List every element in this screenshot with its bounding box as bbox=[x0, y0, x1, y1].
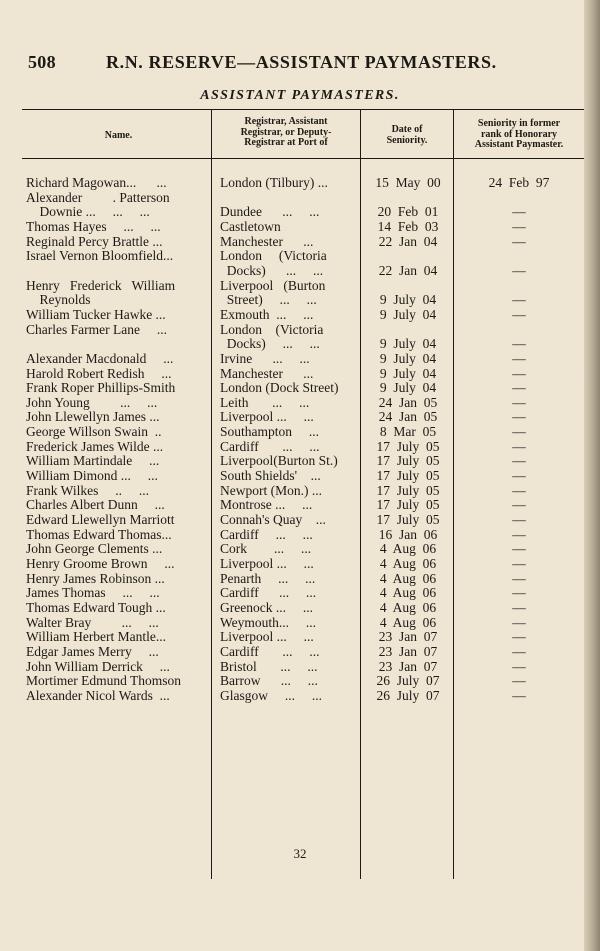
date-cell: 24 Jan 05 bbox=[378, 409, 438, 425]
name-cell: Harold Robert Redish ... bbox=[26, 365, 172, 381]
seniority-cell: 24 Feb 97 bbox=[488, 175, 550, 190]
date-cell: 23 Jan 07 bbox=[378, 629, 438, 645]
seniority-cell: — bbox=[512, 599, 526, 615]
seniority-cell: — bbox=[512, 350, 526, 366]
seniority-cell: — bbox=[512, 482, 526, 498]
name-cell: Henry James Robinson ... bbox=[26, 570, 165, 586]
registrar-cell: Docks) ... ... bbox=[220, 336, 320, 352]
name-cell: Frank Roper Phillips-Smith bbox=[26, 380, 176, 396]
name-cell: Alexander Macdonald ... bbox=[26, 350, 174, 366]
table-row bbox=[0, 439, 600, 454]
name-cell: Charles Farmer Lane ... bbox=[26, 321, 167, 337]
signature-number: 32 bbox=[293, 846, 307, 861]
registrar-cell: Southampton ... bbox=[220, 424, 320, 440]
seniority-cell: — bbox=[512, 204, 526, 220]
table-row bbox=[0, 380, 600, 395]
date-cell: 15 May 00 bbox=[375, 175, 441, 190]
name-cell: Richard Magowan... ... bbox=[26, 175, 167, 190]
name-cell: George Willson Swain .. bbox=[26, 424, 162, 440]
column-header-registrar-line: Registrar, Assistant bbox=[244, 116, 328, 127]
table-row bbox=[0, 527, 600, 542]
section-title: ASSISTANT PAYMASTERS. bbox=[200, 88, 400, 103]
date-cell: 9 July 04 bbox=[379, 292, 437, 308]
column-header-seniority-line: Assistant Paymaster. bbox=[474, 139, 564, 150]
table-row bbox=[0, 512, 600, 527]
name-cell: James Thomas ... ... bbox=[26, 585, 160, 601]
table-row bbox=[0, 615, 600, 630]
registrar-cell: Street) ... ... bbox=[220, 292, 317, 308]
name-cell: Thomas Hayes ... ... bbox=[26, 218, 161, 234]
registrar-cell: London (Tilbury) ... bbox=[220, 175, 328, 190]
table-row bbox=[0, 395, 600, 410]
column-header-seniority bbox=[454, 119, 584, 151]
table-row bbox=[0, 248, 600, 263]
seniority-cell: — bbox=[512, 424, 526, 440]
column-header-registrar bbox=[212, 117, 360, 149]
name-cell: John Young ... ... bbox=[26, 394, 158, 410]
seniority-cell: — bbox=[512, 453, 526, 469]
registrar-cell: Manchester ... bbox=[220, 365, 314, 381]
name-cell: John Llewellyn James ... bbox=[26, 409, 160, 425]
name-cell: Frank Wilkes .. ... bbox=[26, 482, 149, 498]
table-row bbox=[0, 409, 600, 424]
registrar-cell: Cork ... ... bbox=[220, 541, 312, 557]
table-row bbox=[0, 351, 600, 366]
table-row bbox=[0, 204, 600, 219]
table-row bbox=[0, 234, 600, 249]
table-row bbox=[0, 541, 600, 556]
registrar-cell: Liverpool(Burton St.) bbox=[220, 453, 338, 469]
registrar-cell: Manchester ... bbox=[220, 233, 314, 249]
registrar-cell: London (Victoria bbox=[220, 321, 324, 337]
seniority-cell: — bbox=[512, 629, 526, 645]
registrar-cell: Leith ... ... bbox=[220, 394, 310, 410]
table-row bbox=[0, 468, 600, 483]
registrar-cell: Barrow ... ... bbox=[220, 673, 318, 689]
table-row bbox=[0, 644, 600, 659]
registrar-cell: Cardiff ... ... bbox=[220, 585, 317, 601]
registrar-cell: Liverpool ... ... bbox=[220, 555, 314, 571]
seniority-cell: — bbox=[512, 643, 526, 659]
registrar-cell: Glasgow ... ... bbox=[220, 687, 322, 703]
date-cell: 9 July 04 bbox=[379, 380, 437, 396]
name-cell: Downie ... ... ... bbox=[26, 204, 150, 220]
table-row bbox=[0, 688, 600, 703]
date-cell: 4 Aug 06 bbox=[379, 599, 437, 615]
date-cell: 17 July 05 bbox=[376, 453, 440, 469]
seniority-cell: — bbox=[512, 541, 526, 557]
date-cell: 4 Aug 06 bbox=[379, 555, 437, 571]
name-cell: Edward Llewellyn Marriott bbox=[26, 511, 175, 527]
seniority-cell: — bbox=[512, 497, 526, 513]
registrar-cell: Cardiff ... ... bbox=[220, 438, 320, 454]
table-row bbox=[0, 366, 600, 381]
registrar-cell: London (Dock Street) bbox=[220, 380, 339, 396]
column-header-date-line: Date of bbox=[391, 124, 423, 135]
table-row bbox=[0, 556, 600, 571]
seniority-cell: — bbox=[512, 365, 526, 381]
date-cell: 4 Aug 06 bbox=[379, 541, 437, 557]
date-cell: 4 Aug 06 bbox=[379, 570, 437, 586]
registrar-cell: Cardiff ... ... bbox=[220, 526, 313, 542]
date-cell: 17 July 05 bbox=[376, 438, 440, 454]
date-cell: 14 Feb 03 bbox=[377, 218, 439, 234]
date-cell: 17 July 05 bbox=[376, 482, 440, 498]
table-row bbox=[0, 190, 600, 205]
seniority-cell: — bbox=[512, 658, 526, 674]
registrar-cell: Bristol ... ... bbox=[220, 658, 318, 674]
column-header-name: Name. bbox=[104, 130, 133, 141]
name-cell: Walter Bray ... ... bbox=[26, 614, 159, 630]
name-cell: William Tucker Hawke ... bbox=[26, 306, 166, 322]
registrar-cell: Liverpool ... ... bbox=[220, 409, 314, 425]
seniority-cell: — bbox=[512, 306, 526, 322]
registrar-cell: Dundee ... ... bbox=[220, 204, 320, 220]
table-row bbox=[0, 585, 600, 600]
date-cell: 4 Aug 06 bbox=[379, 614, 437, 630]
name-cell: William Dimond ... ... bbox=[26, 468, 158, 483]
name-cell: Reynolds bbox=[26, 292, 91, 308]
table-row bbox=[0, 497, 600, 512]
date-cell: 9 July 04 bbox=[379, 306, 437, 322]
registrar-cell: Greenock ... ... bbox=[220, 599, 313, 615]
table-row bbox=[0, 483, 600, 498]
seniority-cell: — bbox=[512, 409, 526, 425]
registrar-cell: Connah's Quay ... bbox=[220, 511, 326, 527]
table-row bbox=[0, 571, 600, 586]
name-cell: Henry Frederick William bbox=[26, 277, 176, 293]
table-row bbox=[0, 629, 600, 644]
name-cell: John George Clements ... bbox=[26, 541, 163, 557]
seniority-cell: — bbox=[512, 262, 526, 278]
date-cell: 17 July 05 bbox=[376, 511, 440, 527]
table-row bbox=[0, 424, 600, 439]
seniority-cell: — bbox=[512, 292, 526, 308]
name-cell: John William Derrick ... bbox=[26, 658, 170, 674]
seniority-cell: — bbox=[512, 394, 526, 410]
seniority-cell: — bbox=[512, 570, 526, 586]
name-cell: Alexander Nicol Wards ... bbox=[26, 687, 170, 703]
date-cell: 22 Jan 04 bbox=[378, 233, 438, 249]
registrar-cell: Docks) ... ... bbox=[220, 262, 324, 278]
date-cell: 9 July 04 bbox=[379, 350, 437, 366]
date-cell: 17 July 05 bbox=[376, 468, 440, 483]
name-cell: Thomas Edward Tough ... bbox=[26, 599, 166, 615]
seniority-cell: — bbox=[512, 468, 526, 483]
registrar-cell: Weymouth... ... bbox=[220, 614, 317, 630]
registrar-cell: South Shields' ... bbox=[220, 468, 321, 483]
table-row bbox=[0, 219, 600, 234]
name-cell: Frederick James Wilde ... bbox=[26, 438, 164, 454]
date-cell: 16 Jan 06 bbox=[378, 526, 438, 542]
date-cell: 23 Jan 07 bbox=[378, 643, 438, 659]
table-row bbox=[0, 263, 600, 278]
table-row bbox=[0, 453, 600, 468]
table-row bbox=[0, 278, 600, 293]
registrar-cell: Liverpool (Burton bbox=[220, 277, 326, 293]
table-row bbox=[0, 600, 600, 615]
name-cell: Henry Groome Brown ... bbox=[26, 555, 175, 571]
column-header-seniority-line: rank of Honorary bbox=[480, 128, 558, 140]
date-cell: 9 July 04 bbox=[379, 336, 437, 352]
name-cell: Alexander . Patterson bbox=[26, 189, 170, 205]
date-cell: 26 July 07 bbox=[376, 687, 440, 703]
seniority-cell: — bbox=[512, 526, 526, 542]
name-cell: William Herbert Mantle... bbox=[26, 629, 167, 645]
date-cell: 23 Jan 07 bbox=[378, 658, 438, 674]
registrar-cell: London (Victoria bbox=[220, 248, 327, 264]
registrar-cell: Irvine ... ... bbox=[220, 350, 310, 366]
date-cell: 26 July 07 bbox=[376, 673, 440, 689]
seniority-cell: — bbox=[512, 511, 526, 527]
table-row bbox=[0, 659, 600, 674]
seniority-cell: — bbox=[512, 438, 526, 454]
name-cell: Edgar James Merry ... bbox=[26, 643, 159, 659]
registrar-cell: Montrose ... ... bbox=[220, 497, 313, 513]
registrar-cell: Cardiff ... ... bbox=[220, 643, 320, 659]
date-cell: 8 Mar 05 bbox=[379, 424, 437, 440]
page-header bbox=[28, 52, 568, 78]
page-number: 508 bbox=[28, 52, 56, 72]
seniority-cell: — bbox=[512, 673, 526, 689]
date-cell: 22 Jan 04 bbox=[378, 262, 438, 278]
column-header-seniority-line: Seniority in former bbox=[477, 118, 561, 129]
column-header-registrar-line: Registrar at Port of bbox=[244, 137, 328, 148]
seniority-cell: — bbox=[512, 614, 526, 630]
name-cell: Reginald Percy Brattle ... bbox=[26, 233, 163, 249]
seniority-cell: — bbox=[512, 233, 526, 249]
running-head: R.N. RESERVE—ASSISTANT PAYMASTERS. bbox=[106, 52, 497, 72]
date-cell: 4 Aug 06 bbox=[379, 585, 437, 601]
date-cell: 9 July 04 bbox=[379, 365, 437, 381]
name-cell: Thomas Edward Thomas... bbox=[26, 526, 172, 542]
registrar-cell: Newport (Mon.) ... bbox=[220, 482, 322, 498]
seniority-cell: — bbox=[512, 218, 526, 234]
registrar-cell: Exmouth ... ... bbox=[220, 306, 314, 322]
table-top-rule bbox=[22, 109, 584, 110]
table-row bbox=[0, 336, 600, 351]
seniority-cell: — bbox=[512, 380, 526, 396]
table-row bbox=[0, 673, 600, 688]
date-cell: 24 Jan 05 bbox=[378, 394, 438, 410]
registrar-cell: Castletown bbox=[220, 218, 281, 234]
name-cell: Mortimer Edmund Thomson bbox=[26, 673, 181, 689]
table-row bbox=[0, 322, 600, 337]
seniority-cell: — bbox=[512, 555, 526, 571]
name-cell: Israel Vernon Bloomfield... bbox=[26, 248, 174, 264]
table-header-rule bbox=[22, 158, 584, 159]
column-header-date bbox=[361, 125, 453, 146]
name-cell: William Martindale ... bbox=[26, 453, 160, 469]
seniority-cell: — bbox=[512, 585, 526, 601]
column-header-registrar-line: Registrar, or Deputy- bbox=[240, 126, 332, 138]
table-row bbox=[0, 175, 600, 190]
seniority-cell: — bbox=[512, 336, 526, 352]
seniority-cell: — bbox=[512, 687, 526, 703]
name-cell: Charles Albert Dunn ... bbox=[26, 497, 165, 513]
date-cell: 20 Feb 01 bbox=[377, 204, 439, 220]
table-row bbox=[0, 292, 600, 307]
registrar-cell: Liverpool ... ... bbox=[220, 629, 314, 645]
column-header-date-line: Seniority. bbox=[386, 134, 428, 146]
date-cell: 17 July 05 bbox=[376, 497, 440, 513]
registrar-cell: Penarth ... ... bbox=[220, 570, 316, 586]
table-row bbox=[0, 307, 600, 322]
